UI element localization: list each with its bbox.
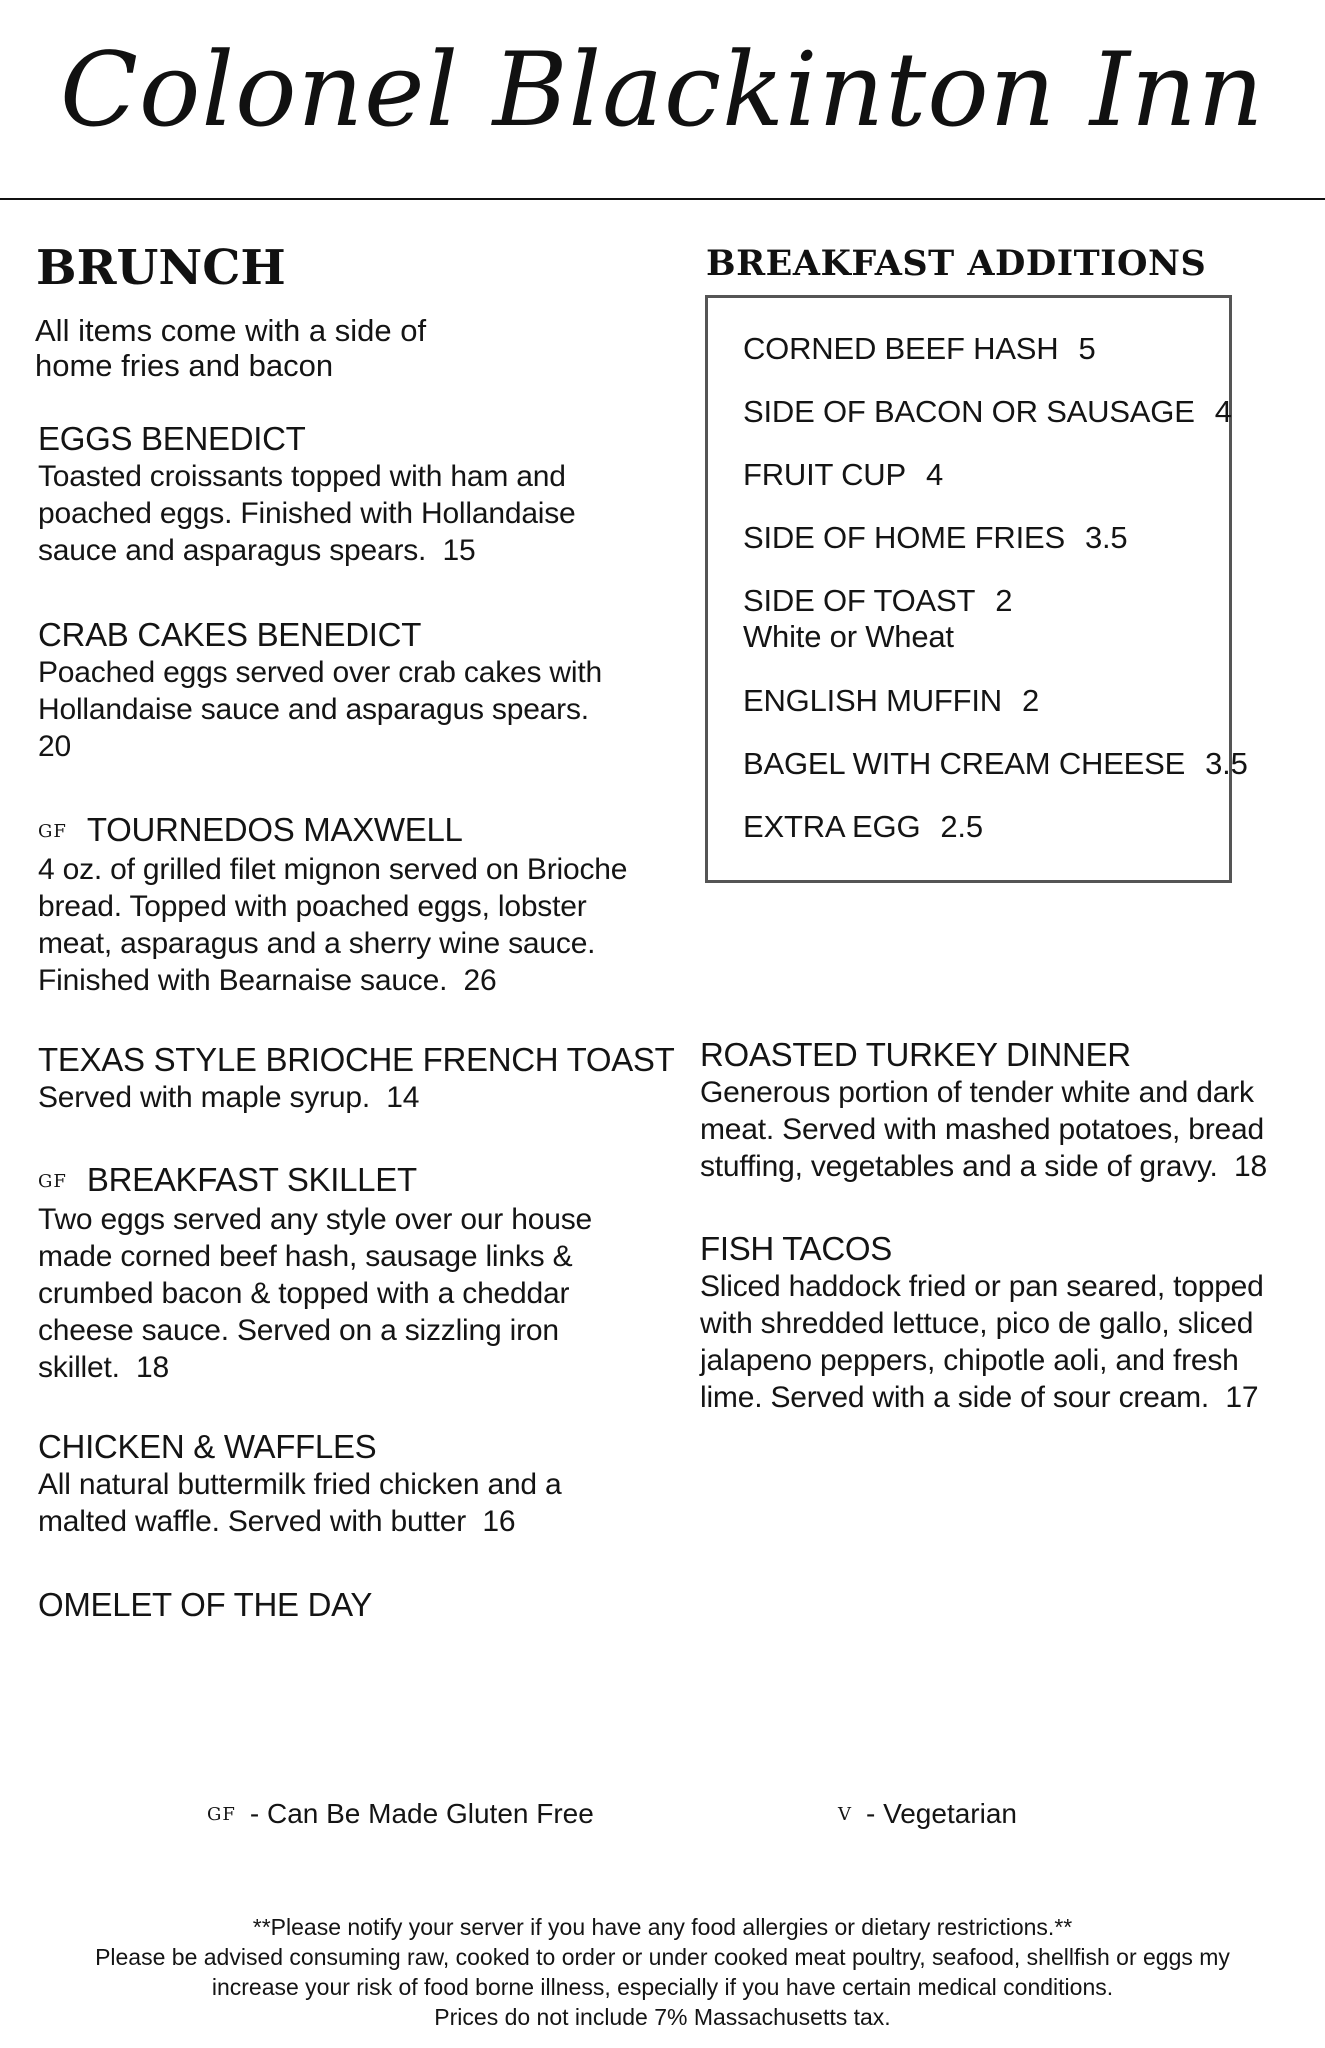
legend-gluten-free-text: - Can Be Made Gluten Free <box>249 1798 594 1829</box>
item-description-text: Generous portion of tender white and dark meat. Served with mashed potatoes, bread stuffing, vegetables and a side of gravy. <box>700 1076 1264 1183</box>
item-name: TEXAS STYLE BRIOCHE FRENCH TOAST <box>38 1041 675 1078</box>
addition-name: ENGLISH MUFFIN <box>743 683 1002 718</box>
item-name: FISH TACOS <box>700 1230 892 1267</box>
restaurant-title: Colonel Blackinton Inn <box>60 31 1265 150</box>
item-description <box>700 1268 1290 1416</box>
footer-notice <box>0 1912 1325 2032</box>
item-name: CRAB CAKES BENEDICT <box>38 616 422 653</box>
item-name: CHICKEN & WAFFLES <box>38 1428 377 1465</box>
item-name: TOURNEDOS MAXWELL <box>86 811 463 848</box>
addition-item <box>743 683 1039 719</box>
addition-name: CORNED BEEF HASH <box>743 331 1059 366</box>
addition-name: SIDE OF HOME FRIES <box>743 520 1065 555</box>
item-description-text: Poached eggs served over crab cakes with Hollandaise sauce and asparagus spears. <box>38 656 602 726</box>
gluten-free-tag: GF <box>207 1804 236 1825</box>
menu-item-breakfast-skillet <box>38 1161 638 1386</box>
menu-item-eggs-benedict <box>38 420 638 569</box>
tax-note: Prices do not include 7% Massachusetts tax. <box>434 2004 891 2030</box>
item-description <box>38 654 608 765</box>
legend-gluten-free <box>207 1798 594 1831</box>
addition-item <box>743 583 1012 655</box>
item-price: 18 <box>136 1351 170 1384</box>
addition-name: BAGEL WITH CREAM CHEESE <box>743 746 1186 781</box>
legend-vegetarian-text: - Vegetarian <box>866 1798 1017 1829</box>
vegetarian-tag: V <box>838 1804 852 1825</box>
item-price: 17 <box>1225 1381 1259 1414</box>
item-description-text: All natural buttermilk fried chicken and a malted waffle. Served with butter <box>38 1468 562 1538</box>
breakfast-additions-heading: BREAKFAST ADDITIONS <box>706 243 1207 284</box>
item-price: 14 <box>386 1081 420 1114</box>
addition-price: 2.5 <box>940 809 983 844</box>
item-name: OMELET OF THE DAY <box>38 1586 373 1623</box>
legend-vegetarian <box>838 1798 1017 1831</box>
addition-note: White or Wheat <box>743 619 954 654</box>
item-description-text: 4 oz. of grilled filet mignon served on Brioche bread. Topped with poached eggs, lobster meat, asparagus and a sherry wine sauce. Finished with Bearnaise sauce. <box>38 853 628 997</box>
addition-item <box>743 520 1127 556</box>
item-description-text: Two eggs served any style over our house made corned beef hash, sausage links & crumbed bacon & topped with a cheddar cheese sauce. Served on a sizzling iron skillet. <box>38 1203 592 1384</box>
menu-item-fish-tacos <box>700 1230 1290 1416</box>
item-description-text: Sliced haddock fried or pan seared, topped with shredded lettuce, pico de gallo, sliced jalapeno peppers, chipotle aoli, and fresh lime. Served with a side of sour cream. <box>700 1270 1264 1414</box>
item-description <box>700 1074 1290 1185</box>
item-description <box>38 851 628 999</box>
addition-item <box>743 746 1248 782</box>
menu-item-crab-cakes-benedict <box>38 616 638 765</box>
addition-price: 3.5 <box>1205 746 1248 781</box>
menu-item-roasted-turkey-dinner <box>700 1036 1290 1185</box>
addition-item <box>743 331 1096 367</box>
item-description <box>38 1466 603 1540</box>
allergy-notice: **Please notify your server if you have any food allergies or dietary restrictions.** <box>252 1914 1073 1940</box>
breakfast-additions-box <box>705 295 1248 883</box>
addition-price: 2 <box>995 583 1013 618</box>
item-price: 26 <box>463 964 497 997</box>
item-description <box>38 1079 638 1116</box>
item-description-text: Served with maple syrup. <box>38 1081 371 1114</box>
menu-item-chicken-waffles <box>38 1428 638 1540</box>
addition-item <box>743 809 983 845</box>
addition-name: SIDE OF BACON OR SAUSAGE <box>743 394 1195 429</box>
gluten-free-tag: GF <box>38 1171 67 1192</box>
item-price: 18 <box>1233 1150 1267 1183</box>
addition-name: FRUIT CUP <box>743 457 906 492</box>
addition-price: 4 <box>1214 394 1232 429</box>
advisory-line-2: increase your risk of food borne illness, especially if you have certain medical conditions. <box>211 1974 1114 2000</box>
addition-price: 4 <box>925 457 944 492</box>
brunch-intro: All items come with a side of home fries and bacon <box>35 313 427 383</box>
addition-name: EXTRA EGG <box>743 809 921 844</box>
item-price: 15 <box>442 534 476 567</box>
addition-name: SIDE OF TOAST <box>743 583 976 618</box>
addition-price: 2 <box>1022 683 1040 718</box>
brunch-heading: BRUNCH <box>36 240 286 296</box>
item-description <box>38 1201 623 1386</box>
advisory-line-1: Please be advised consuming raw, cooked to order or under cooked meat poultry, seafood, shellfish or eggs my <box>95 1944 1230 1970</box>
item-price: 20 <box>38 730 71 763</box>
gluten-free-tag: GF <box>38 821 67 842</box>
menu-item-omelet-of-the-day <box>38 1586 638 1624</box>
item-name: ROASTED TURKEY DINNER <box>700 1036 1131 1073</box>
menu-item-french-toast <box>38 1041 675 1116</box>
item-name: EGGS BENEDICT <box>38 420 306 457</box>
addition-item <box>743 457 943 493</box>
item-price: 16 <box>482 1505 516 1538</box>
addition-price: 5 <box>1078 331 1096 366</box>
addition-item <box>743 394 1232 430</box>
item-description-text: Toasted croissants topped with ham and poached eggs. Finished with Hollandaise sauce and asparagus spears. <box>38 460 576 567</box>
header-divider <box>0 198 1325 200</box>
menu-item-tournedos-maxwell <box>38 811 638 999</box>
addition-price: 3.5 <box>1084 520 1128 555</box>
item-name: BREAKFAST SKILLET <box>86 1161 417 1198</box>
item-description <box>38 458 598 569</box>
